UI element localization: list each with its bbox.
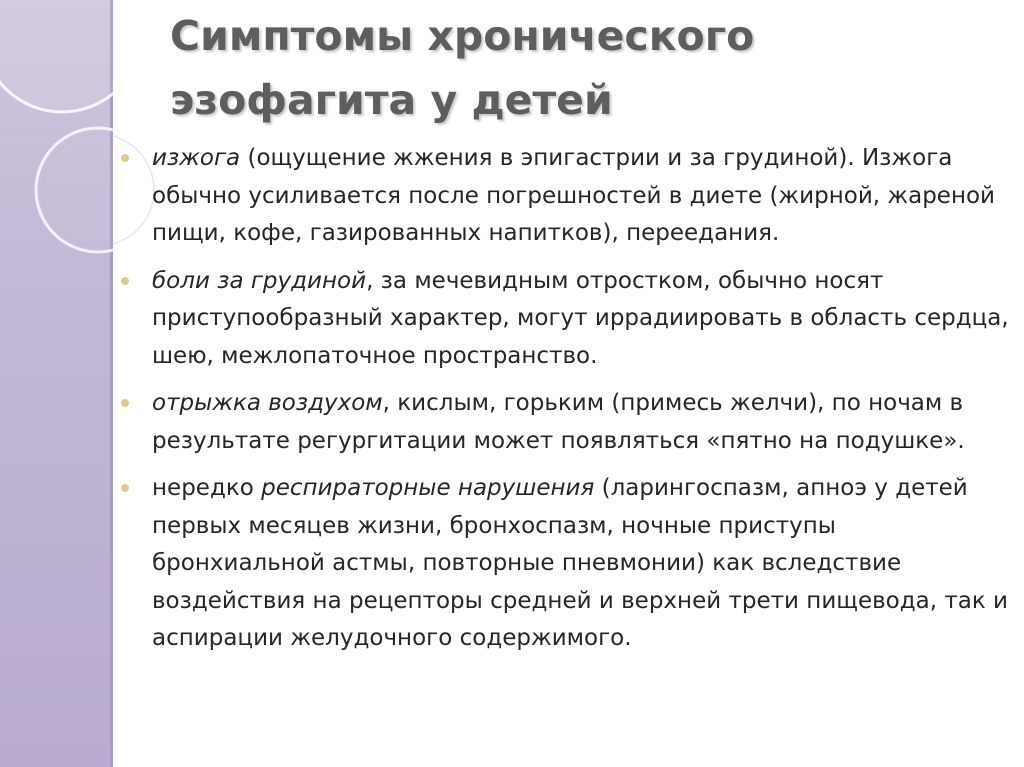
- bullet-item-heartburn: [120, 140, 1010, 253]
- bullet-emphasis: респираторные нарушения: [261, 475, 595, 501]
- bullet-text: (ларингоспазм, апноэ у детей первых месяцев жизни, бронхоспазм, ночные приступы бронхиальной астмы, повторные пневмонии) как вследствие воздействия на рецепторы средней и верхней трети пищевода, так и аспирации желудочного содержимого.: [152, 475, 1008, 651]
- bullet-text: , за мечевидным отростком, обычно носят приступообразный характер, могут иррадиировать в область сердца, шею, межлопаточное пространство.: [152, 267, 1009, 369]
- bullet-emphasis: боли за грудиной: [152, 267, 367, 294]
- bullet-item-respiratory: [120, 470, 1010, 658]
- bullet-text: (ощущение жжения в эпигастрии и за грудиной). Изжога обычно усиливается после погрешностей в диете (жирной, жареной пищи, кофе, газированных напитков), переедания.: [152, 145, 996, 246]
- bullet-list: [120, 140, 1010, 668]
- decorative-circle-large: [0, 0, 142, 112]
- bullet-dot-icon: [121, 277, 129, 285]
- bullet-text: , кислым, горьким (примесь желчи), по ночам в результате регургитации может появляться «пятно на подушке».: [152, 390, 965, 454]
- bullet-dot-icon: [121, 484, 129, 492]
- bullet-emphasis: отрыжка воздухом: [152, 390, 383, 416]
- bullet-lead: нередко: [152, 475, 262, 501]
- bullet-item-belching: [120, 385, 1010, 460]
- bullet-dot-icon: [121, 399, 129, 407]
- bullet-emphasis: изжога: [152, 145, 241, 171]
- slide-title: Симптомы хронического эзофагита у детей: [170, 12, 755, 124]
- bullet-item-chest-pain: [120, 263, 1010, 376]
- bullet-dot-icon: [121, 154, 129, 162]
